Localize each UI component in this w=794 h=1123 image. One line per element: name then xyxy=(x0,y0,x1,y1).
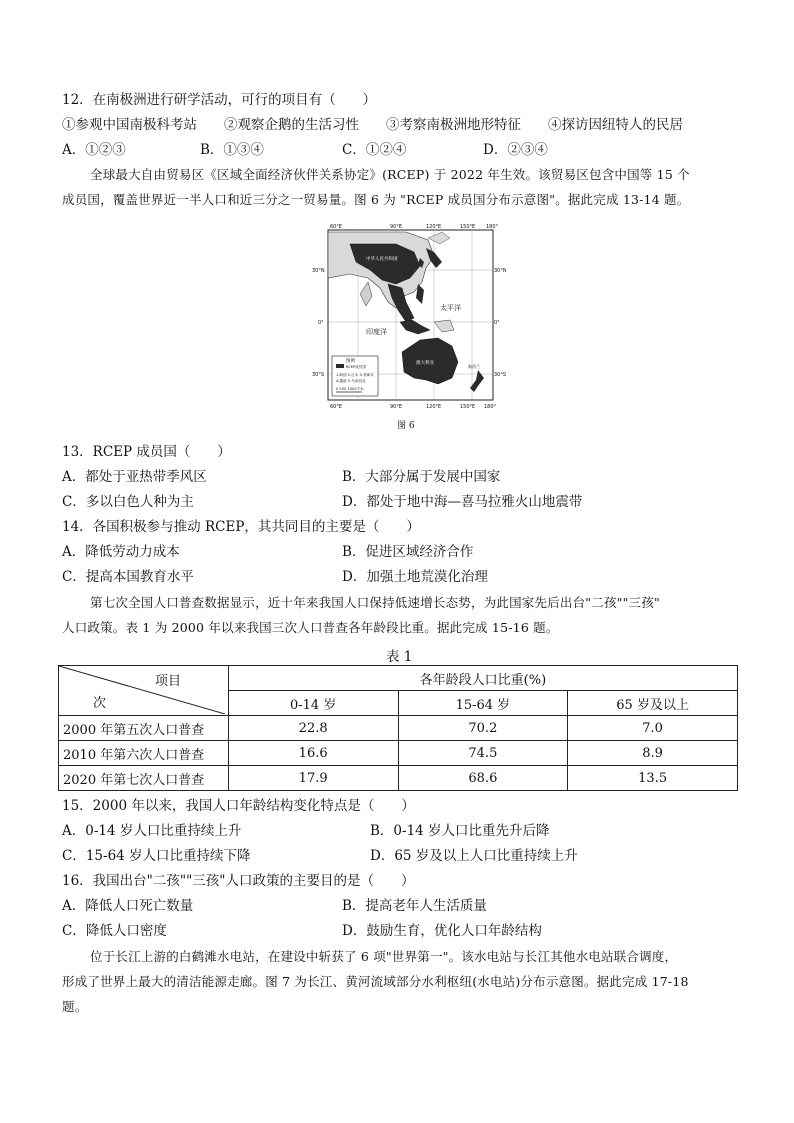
lat-label-0: 0° xyxy=(318,320,324,326)
q16-stem: 16．我国出台"二孩""三孩"人口政策的主要目的是（ ） xyxy=(62,873,415,889)
legend-item-3: 4.越南 5.马来西亚 xyxy=(336,379,366,383)
lat-label-30n-right: 30°N xyxy=(494,268,506,274)
intro-13-14-line2: 成员国，覆盖世界近一半人口和近三分之一贸易量。图 6 为 "RCEP 成员国分布示意图"。据此完成 13-14 题。 xyxy=(62,192,690,207)
q12-items: ①参观中国南极科考站 ②观察企鹅的生活习性 ③考察南极洲地形特征 ④探访因纽特人的民居 xyxy=(62,117,683,133)
q12-option-a: A．①②③ xyxy=(62,142,126,158)
q15-option-b: B．0-14 岁人口比重先升后降 xyxy=(370,823,550,839)
rcep-map-svg xyxy=(310,222,506,412)
legend-swatch xyxy=(336,364,344,368)
label-new-zealand: 新西兰 xyxy=(468,364,480,369)
intro-17-18-line3: 题。 xyxy=(62,999,88,1014)
q16-option-c: C．降低人口密度 xyxy=(62,923,167,939)
table-cell: 13.5 xyxy=(568,766,738,791)
table-cell: 16.6 xyxy=(228,741,398,766)
corner-top-label: 项目 xyxy=(155,674,182,689)
label-indian-ocean: 印度洋 xyxy=(366,328,387,336)
table-cell: 68.6 xyxy=(398,766,568,791)
q15-stem: 15．2000 年以来，我国人口年龄结构变化特点是（ ） xyxy=(62,798,415,814)
table-cell: 74.5 xyxy=(398,741,568,766)
population-table xyxy=(58,665,738,791)
row-label: 2000 年第五次人口普查 xyxy=(59,716,229,741)
intro-17-18-line2: 形成了世界上最大的清洁能源走廊。图 7 为长江、黄河流域部分水利枢纽(水电站)分布示意图。据此完成 17-18 xyxy=(62,974,689,989)
table-cell: 17.9 xyxy=(228,766,398,791)
table-group-header: 各年龄段人口比重(%) xyxy=(228,666,737,691)
lon-label-90e-bottom: 90°E xyxy=(390,404,403,410)
intro-15-16-line2: 人口政策。表 1 为 2000 年以来我国三次人口普查各年龄段比重。据此完成 15-16 题。 xyxy=(62,620,559,635)
q14-option-a: A．降低劳动力成本 xyxy=(62,544,180,560)
intro-15-16-line1: 第七次全国人口普查数据显示，近十年来我国人口保持低速增长态势，为此国家先后出台"二孩""三孩" xyxy=(90,595,660,610)
lat-label-30n: 30°N xyxy=(312,268,325,274)
lon-label-60e: 60°E xyxy=(330,224,343,230)
intro-17-18-line1: 位于长江上游的白鹤滩水电站，在建设中斩获了 6 项"世界第一"。该水电站与长江其他水电站联合调度， xyxy=(90,949,678,964)
lat-label-30s: 30°S xyxy=(312,372,325,378)
lat-label-0-right: 0° xyxy=(494,320,500,326)
q14-option-c: C．提高本国教育水平 xyxy=(62,569,194,585)
lon-label-150e: 150°E xyxy=(460,224,476,230)
lon-label-180-bottom: 180° xyxy=(484,404,497,410)
lon-label-150e-bottom: 150°E xyxy=(460,404,476,410)
table-row xyxy=(59,766,738,791)
q16-option-d: D．鼓励生育，优化人口年龄结构 xyxy=(342,923,542,939)
col-header-15-64: 15-64 岁 xyxy=(398,691,568,716)
q13-stem: 13．RCEP 成员国（ ） xyxy=(62,444,231,460)
q16-option-a: A．降低人口死亡数量 xyxy=(62,898,194,914)
table-header-row xyxy=(59,666,738,691)
q12-stem: 12．在南极洲进行研学活动，可行的项目有（ ） xyxy=(62,92,377,108)
col-header-65plus: 65 岁及以上 xyxy=(568,691,738,716)
intro-13-14-line1: 全球最大自由贸易区《区域全面经济伙伴关系协定》(RCEP) 于 2022 年生效。该贸易区包含中国等 15 个 xyxy=(90,167,690,182)
legend-item-2: 1.韩国 2.日本 3.菲律宾 xyxy=(336,373,374,377)
label-pacific: 太平洋 xyxy=(440,304,461,312)
rcep-map xyxy=(310,222,506,412)
q15-option-d: D．65 岁及以上人口比重持续上升 xyxy=(370,848,578,864)
table-cell: 22.8 xyxy=(228,716,398,741)
q12-option-b: B．①③④ xyxy=(200,142,264,158)
label-china: 中华人民共和国 xyxy=(366,257,398,262)
lon-label-120e-bottom: 120°E xyxy=(426,404,442,410)
q13-option-c: C．多以白色人种为主 xyxy=(62,494,194,510)
row-label: 2010 年第六次人口普查 xyxy=(59,741,229,766)
legend-title: 图例 xyxy=(346,359,355,364)
row-label: 2020 年第七次人口普查 xyxy=(59,766,229,791)
q12-option-d: D．②③④ xyxy=(483,142,548,158)
lat-label-30s-right: 30°S xyxy=(494,372,506,378)
table-row xyxy=(59,716,738,741)
legend-item-4: 0 500 1000千米 xyxy=(336,387,364,391)
table-corner-cell xyxy=(59,666,229,716)
col-header-0-14: 0-14 岁 xyxy=(228,691,398,716)
figure-6-caption: 图 6 xyxy=(397,421,415,431)
lon-label-90e: 90°E xyxy=(390,224,403,230)
q13-option-b: B．大部分属于发展中国家 xyxy=(342,469,501,485)
legend-item-1: RCEP成员国 xyxy=(346,365,367,369)
q14-option-b: B．促进区域经济合作 xyxy=(342,544,474,560)
q15-option-a: A．0-14 岁人口比重持续上升 xyxy=(62,823,242,839)
label-australia: 澳大利亚 xyxy=(416,361,434,366)
q14-option-d: D．加强土地荒漠化治理 xyxy=(342,569,488,585)
q12-option-c: C．①②④ xyxy=(342,142,407,158)
q13-option-a: A．都处于亚热带季风区 xyxy=(62,469,207,485)
lon-label-60e-bottom: 60°E xyxy=(330,404,343,410)
lon-label-180: 180° xyxy=(486,224,499,230)
q13-option-d: D．都处于地中海—喜马拉雅火山地震带 xyxy=(342,494,583,510)
q14-stem: 14．各国积极参与推动 RCEP，其共同目的主要是（ ） xyxy=(62,519,420,535)
table-1-title: 表 1 xyxy=(386,649,413,665)
corner-diagonal xyxy=(59,666,225,714)
table-cell: 70.2 xyxy=(398,716,568,741)
table-cell: 8.9 xyxy=(568,741,738,766)
q16-option-b: B．提高老年人生活质量 xyxy=(342,898,487,914)
table-row xyxy=(59,741,738,766)
corner-bottom-label: 次 xyxy=(93,696,107,711)
q15-option-c: C．15-64 岁人口比重持续下降 xyxy=(62,848,251,864)
lon-label-120e: 120°E xyxy=(426,224,442,230)
table-cell: 7.0 xyxy=(568,716,738,741)
